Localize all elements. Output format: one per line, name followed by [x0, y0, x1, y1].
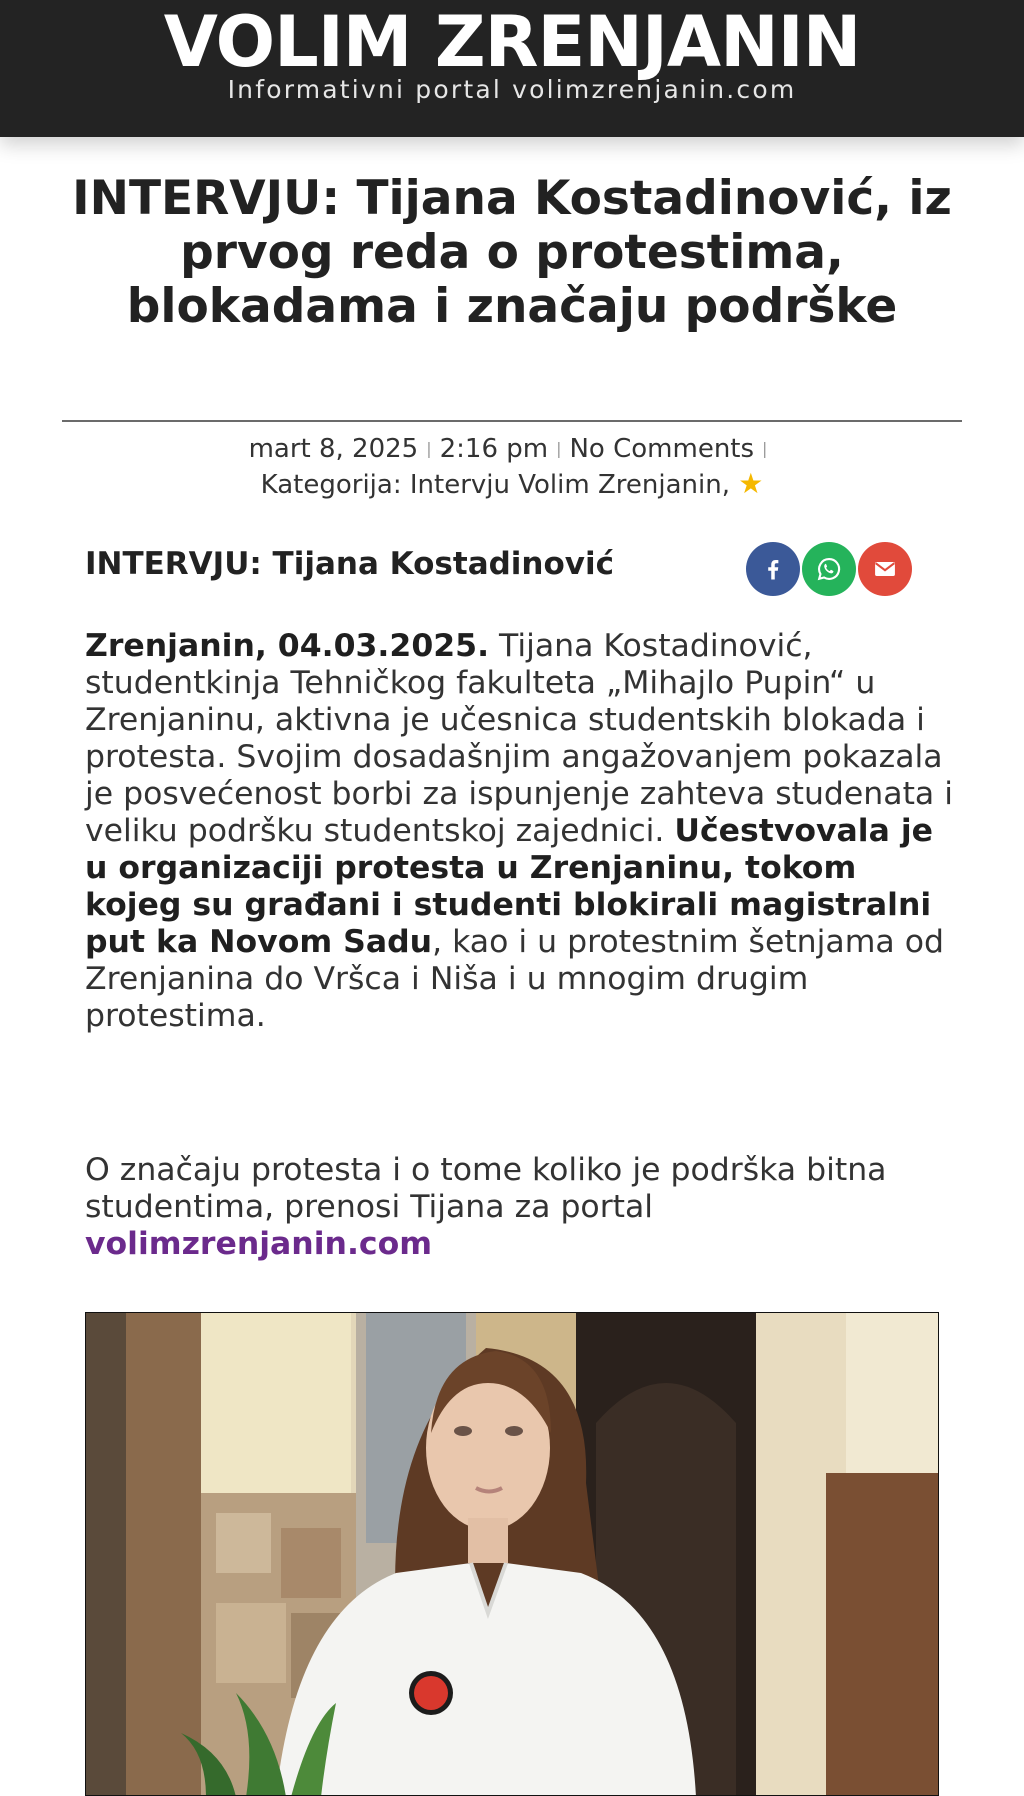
paragraph-text: Tijana Kostadinović, studentkinja Tehničkog fakulteta „Mihajlo Pupin“ u Zrenjaninu, aktivna je učesnica studentskih blokada i protesta. Svojim dosadašnjim angažovanjem pokazala je posvećenost borbi za ispunjenje zahteva studenata i veliku podršku studentskoj zajednici. [85, 628, 953, 849]
interview-portrait-image [86, 1313, 939, 1796]
article-title: INTERVJU: Tijana Kostadinović, iz prvog reda o protestima, blokadama i značaju podrške [72, 171, 952, 334]
paragraph-lead: Zrenjanin, 04.03.2025. [85, 628, 490, 664]
site-title[interactable]: VOLIM ZRENJANIN [163, 1, 861, 83]
article-subheading: INTERVJU: Tijana Kostadinović [85, 546, 615, 582]
article-paragraph [85, 1152, 955, 1263]
article-paragraph [85, 628, 955, 1035]
email-icon [871, 555, 899, 583]
star-icon: ★ [738, 467, 764, 500]
meta-separator: | [762, 439, 768, 458]
portal-link[interactable]: volimzrenjanin.com [85, 1226, 433, 1262]
category-link[interactable]: Intervju Volim Zrenjanin, [409, 470, 730, 500]
paragraph-text: , kao i u protestnim šetnjama od Zrenjanina do Vršca i Niša i u mnogim drugim protestima. [85, 924, 944, 1034]
site-subtitle: Informativni portal volimzrenjanin.com [227, 75, 797, 104]
facebook-icon [759, 555, 787, 583]
meta-separator: | [556, 439, 562, 458]
whatsapp-share-button[interactable] [802, 542, 856, 596]
article-date: mart 8, 2025 [248, 434, 419, 464]
paragraph-highlight: Učestvovala je u organizaciji protesta u Zrenjaninu, tokom kojeg su građani i studenti blokirali magistralni put ka Novom Sadu [85, 813, 933, 960]
email-share-button[interactable] [858, 542, 912, 596]
category-label: Kategorija: [260, 470, 402, 500]
meta-separator: | [426, 439, 432, 458]
article-meta [62, 433, 962, 501]
whatsapp-icon [815, 555, 843, 583]
facebook-share-button[interactable] [746, 542, 800, 596]
comments-link[interactable]: No Comments [569, 434, 755, 464]
paragraph-text: O značaju protesta i o tome koliko je podrška bitna studentima, prenosi Tijana za portal [85, 1152, 887, 1225]
article-photo [85, 1312, 939, 1796]
title-divider [62, 420, 962, 422]
article-time: 2:16 pm [439, 434, 549, 464]
site-header [0, 0, 1024, 137]
